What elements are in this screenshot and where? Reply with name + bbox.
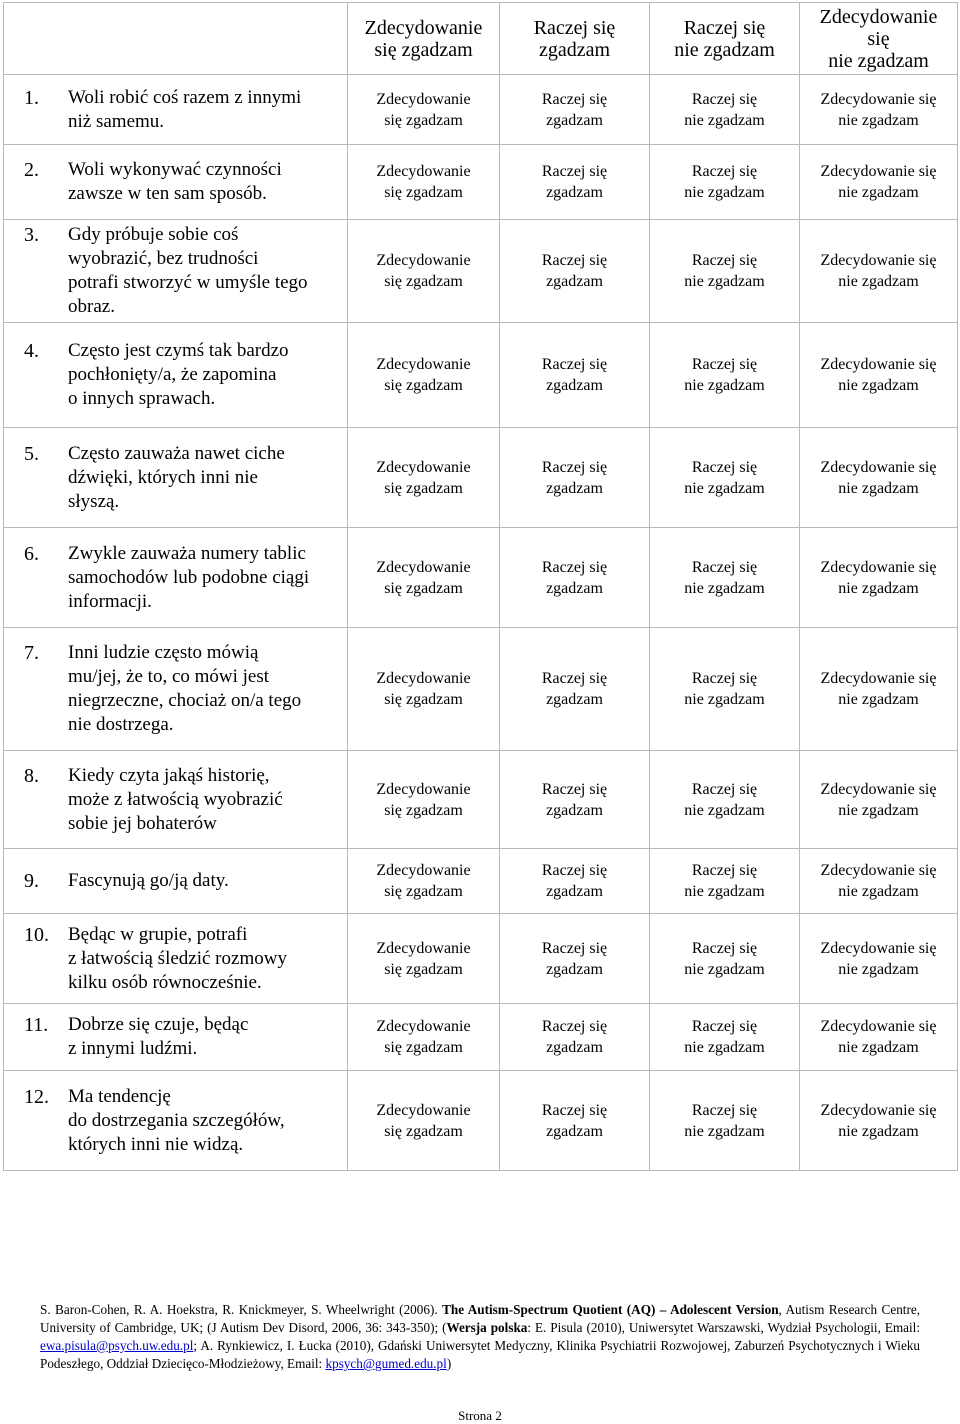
answer-option-slightly-disagree[interactable] xyxy=(650,628,800,751)
question-text xyxy=(68,223,347,319)
answer-option-slightly-disagree[interactable] xyxy=(650,751,800,849)
question-text-line: Gdy próbuje sobie coś xyxy=(68,224,239,245)
answer-option-label: Zdecydowanie się xyxy=(820,862,937,879)
question-text-line: o innych sprawach. xyxy=(68,388,216,409)
answer-option-strongly-agree[interactable] xyxy=(348,220,500,323)
question-text-line: z innymi ludźmi. xyxy=(68,1038,198,1059)
answer-option-label: Zdecydowanie xyxy=(376,1101,471,1119)
question-text xyxy=(68,1085,347,1157)
answer-option-label: zgadzam xyxy=(546,801,603,819)
answer-option-slightly-agree[interactable] xyxy=(500,628,650,751)
answer-option-label: nie zgadzam xyxy=(838,883,919,900)
question-text-line: do dostrzegania szczegółów, xyxy=(68,1109,285,1131)
answer-option-label: Zdecydowanie xyxy=(376,163,471,180)
header-slightly-agree: Raczej się zgadzam xyxy=(500,3,650,75)
answer-option-strongly-agree[interactable] xyxy=(348,323,500,428)
answer-option-label: nie zgadzam xyxy=(838,579,919,597)
answer-option-slightly-disagree[interactable] xyxy=(650,1071,800,1171)
answer-option-slightly-agree[interactable] xyxy=(500,145,650,220)
question-cell xyxy=(4,1071,348,1171)
answer-option-label: Zdecydowanie się xyxy=(820,780,937,798)
answer-option-label: nie zgadzam xyxy=(838,1039,919,1056)
question-number: 7. xyxy=(24,642,39,664)
question-number: 4. xyxy=(24,340,39,362)
question-cell xyxy=(4,914,348,1004)
question-row-6 xyxy=(4,528,958,628)
aq-questionnaire-table xyxy=(3,2,958,1171)
answer-option-strongly-disagree[interactable] xyxy=(800,628,958,751)
question-cell xyxy=(4,528,348,628)
question-number: 5. xyxy=(24,442,39,465)
answer-option-slightly-disagree[interactable] xyxy=(650,528,800,628)
question-number: 9. xyxy=(24,870,39,892)
answer-option-label: Raczej się xyxy=(691,252,758,269)
question-text-line: słyszą. xyxy=(68,490,120,512)
answer-option-label: Zdecydowanie się xyxy=(820,458,937,476)
question-row-1 xyxy=(4,75,958,145)
question-row-12 xyxy=(4,1071,958,1171)
answer-option-label: zgadzam xyxy=(546,579,603,597)
answer-option-label: się zgadzam xyxy=(384,579,463,597)
answer-option-label: Zdecydowanie xyxy=(376,780,471,798)
answer-option-strongly-agree[interactable] xyxy=(348,628,500,751)
answer-option-label: Raczej się xyxy=(691,862,758,879)
answer-option-label: Zdecydowanie się xyxy=(820,1101,937,1119)
question-number: 1. xyxy=(24,86,39,109)
answer-option-label: Raczej się xyxy=(691,939,758,957)
question-text-line: których inni nie widzą. xyxy=(68,1133,244,1155)
question-text-line: informacji. xyxy=(68,590,152,612)
question-text xyxy=(68,339,347,411)
answer-option-strongly-agree[interactable] xyxy=(348,428,500,528)
answer-option-label: nie zgadzam xyxy=(684,579,765,597)
answer-option-label: zgadzam xyxy=(546,273,603,290)
answer-option-strongly-disagree[interactable] xyxy=(800,1071,958,1171)
answer-option-strongly-disagree[interactable] xyxy=(800,145,958,220)
answer-option-label: zgadzam xyxy=(546,691,603,708)
answer-option-strongly-disagree[interactable] xyxy=(800,75,958,145)
answer-option-label: nie zgadzam xyxy=(838,184,919,201)
answer-option-label: nie zgadzam xyxy=(684,801,765,819)
answer-option-label: zgadzam xyxy=(546,111,603,129)
answer-option-label: Raczej się xyxy=(541,862,608,879)
answer-option-label: Zdecydowanie się xyxy=(820,356,937,373)
question-row-7 xyxy=(4,628,958,751)
question-cell xyxy=(4,849,348,914)
question-text xyxy=(68,869,347,893)
answer-option-slightly-agree[interactable] xyxy=(500,1004,650,1071)
question-row-8 xyxy=(4,751,958,849)
answer-option-label: Raczej się xyxy=(541,1101,608,1119)
answer-option-label: nie zgadzam xyxy=(838,691,919,708)
answer-option-strongly-agree[interactable] xyxy=(348,75,500,145)
answer-option-slightly-agree[interactable] xyxy=(500,528,650,628)
answer-option-label: Zdecydowanie się xyxy=(820,670,937,687)
answer-option-label: Zdecydowanie się xyxy=(820,1018,937,1035)
answer-option-slightly-agree[interactable] xyxy=(500,428,650,528)
answer-option-strongly-agree[interactable] xyxy=(348,751,500,849)
header-strongly-agree: Zdecydowanie się zgadzam xyxy=(348,3,500,75)
email-link-pisula[interactable]: ewa.pisula@psych.uw.edu.pl xyxy=(40,1338,194,1353)
answer-option-label: Raczej się xyxy=(541,558,608,576)
question-text-line: niż samemu. xyxy=(68,110,165,132)
question-text-line: potrafi stworzyć w umyśle tego xyxy=(68,272,308,293)
page-number: Strona 2 xyxy=(458,1408,502,1423)
answer-option-slightly-agree[interactable] xyxy=(500,220,650,323)
question-text xyxy=(68,1013,347,1061)
question-text-line: Woli robić coś razem z innymi xyxy=(68,86,302,108)
answer-option-label: się zgadzam xyxy=(384,801,463,819)
answer-option-strongly-disagree[interactable] xyxy=(800,751,958,849)
answer-option-slightly-agree[interactable] xyxy=(500,751,650,849)
question-number: 3. xyxy=(24,224,39,246)
question-cell xyxy=(4,1004,348,1071)
answer-option-label: zgadzam xyxy=(546,960,603,978)
answer-option-label: Zdecydowanie xyxy=(376,252,471,269)
answer-option-label: się zgadzam xyxy=(384,184,463,201)
question-row-10 xyxy=(4,914,958,1004)
answer-option-label: Zdecydowanie xyxy=(376,862,471,879)
answer-option-label: Zdecydowanie xyxy=(376,458,471,476)
question-text-line: mu/jej, że to, co mówi jest xyxy=(68,666,270,687)
answer-option-strongly-disagree[interactable] xyxy=(800,849,958,914)
answer-option-slightly-agree[interactable] xyxy=(500,914,650,1004)
answer-option-strongly-disagree[interactable] xyxy=(800,914,958,1004)
answer-option-label: się zgadzam xyxy=(384,960,463,978)
answer-option-label: Zdecydowanie xyxy=(376,670,471,687)
question-cell xyxy=(4,145,348,220)
answer-option-label: zgadzam xyxy=(546,184,603,201)
answer-option-label: Raczej się xyxy=(541,670,608,687)
question-text xyxy=(68,764,347,836)
question-number: 8. xyxy=(24,764,39,787)
answer-option-label: nie zgadzam xyxy=(684,691,765,708)
answer-option-label: Raczej się xyxy=(691,163,758,180)
question-text-line: niegrzeczne, chociaż on/a tego xyxy=(68,690,302,711)
question-row-9 xyxy=(4,849,958,914)
question-number: 10. xyxy=(24,923,49,946)
question-cell xyxy=(4,75,348,145)
header-slightly-disagree: Raczej się nie zgadzam xyxy=(650,3,800,75)
question-text xyxy=(68,542,347,614)
answer-option-label: Zdecydowanie się xyxy=(820,939,937,957)
answer-option-label: Zdecydowanie xyxy=(376,558,471,576)
answer-option-label: nie zgadzam xyxy=(684,273,765,290)
question-number: 2. xyxy=(24,159,39,181)
header-row xyxy=(4,3,958,75)
answer-option-label: Raczej się xyxy=(691,670,758,687)
reference-polish-version: Wersja polska xyxy=(446,1320,528,1335)
question-text-line: kilku osób równocześnie. xyxy=(68,971,262,993)
answer-option-strongly-agree[interactable] xyxy=(348,1071,500,1171)
answer-option-slightly-disagree[interactable] xyxy=(650,914,800,1004)
answer-option-label: nie zgadzam xyxy=(838,960,919,978)
question-number: 11. xyxy=(24,1014,49,1036)
answer-option-strongly-disagree[interactable] xyxy=(800,528,958,628)
answer-option-label: się zgadzam xyxy=(384,883,463,900)
question-text-line: z łatwością śledzić rozmowy xyxy=(68,947,287,969)
answer-option-strongly-agree[interactable] xyxy=(348,914,500,1004)
answer-option-label: Raczej się xyxy=(541,252,608,269)
question-row-11 xyxy=(4,1004,958,1071)
question-row-4 xyxy=(4,323,958,428)
answer-option-slightly-disagree[interactable] xyxy=(650,145,800,220)
question-text-line: może z łatwością wyobrazić xyxy=(68,788,283,810)
answer-option-label: zgadzam xyxy=(546,1122,603,1140)
answer-option-label: Zdecydowanie xyxy=(376,90,471,108)
email-link-gumed[interactable]: kpsych@gumed.edu.pl xyxy=(325,1356,447,1371)
answer-option-slightly-disagree[interactable] xyxy=(650,1004,800,1071)
answer-option-strongly-agree[interactable] xyxy=(348,849,500,914)
answer-option-label: Zdecydowanie się xyxy=(820,252,937,269)
answer-option-label: Raczej się xyxy=(691,1018,758,1035)
answer-option-slightly-disagree[interactable] xyxy=(650,220,800,323)
header-empty-cell xyxy=(4,3,348,75)
answer-option-label: Raczej się xyxy=(691,356,758,373)
answer-option-label: Raczej się xyxy=(541,780,608,798)
answer-option-slightly-agree[interactable] xyxy=(500,1071,650,1171)
answer-option-label: nie zgadzam xyxy=(684,960,765,978)
question-text xyxy=(68,923,347,995)
answer-option-label: nie zgadzam xyxy=(684,377,765,394)
answer-option-label: Raczej się xyxy=(541,939,608,957)
answer-option-label: się zgadzam xyxy=(384,691,463,708)
answer-option-label: zgadzam xyxy=(546,479,603,497)
question-text-line: nie dostrzega. xyxy=(68,714,174,735)
reference-citation: S. Baron-Cohen, R. A. Hoekstra, R. Knickmeyer, S. Wheelwright (2006). The Autism-Spectrum Quotient (AQ) – Adolescent Version, Autism Research Centre, University of Cambridge, UK; (J Autism Dev Disord, 2006, 36: 343-350); (Wersja polska: E. Pisula (2010), Uniwersytet Warszawski, Wydział Psychologii, Email: ewa.pisula@psych.uw.edu.pl; A. Rynkiewicz, I. Łucka (2010), Gdański Uniwersytet Medyczny, Klinika Psychiatrii Rozwojowej, Zaburzeń Psychotycznych i Wieku Podeszłego, Oddział Dziecięco-Młodzieżowy, Email: kpsych@gumed.edu.pl) xyxy=(40,1302,920,1371)
answer-option-slightly-agree[interactable] xyxy=(500,323,650,428)
question-text-line: Często jest czymś tak bardzo xyxy=(68,340,289,361)
answer-option-label: Zdecydowanie xyxy=(376,356,471,373)
question-text-line: Ma tendencję xyxy=(68,1085,171,1107)
answer-option-label: Raczej się xyxy=(691,1101,758,1119)
answer-option-slightly-disagree[interactable] xyxy=(650,849,800,914)
question-row-2 xyxy=(4,145,958,220)
question-row-3 xyxy=(4,220,958,323)
question-text-line: Inni ludzie często mówią xyxy=(68,642,259,663)
answer-option-label: Raczej się xyxy=(541,163,608,180)
answer-option-strongly-disagree[interactable] xyxy=(800,323,958,428)
answer-option-label: Raczej się xyxy=(691,90,758,108)
header-strongly-disagree: Zdecydowanie się nie zgadzam xyxy=(800,3,958,75)
answer-option-label: nie zgadzam xyxy=(684,1122,765,1140)
answer-option-label: nie zgadzam xyxy=(838,801,919,819)
question-text-line: Kiedy czyta jakąś historię, xyxy=(68,764,270,786)
answer-option-label: Raczej się xyxy=(691,458,758,476)
question-text-line: pochłonięty/a, że zapomina xyxy=(68,364,277,385)
question-text-line: obraz. xyxy=(68,296,115,317)
answer-option-strongly-agree[interactable] xyxy=(348,145,500,220)
answer-option-label: Raczej się xyxy=(541,90,608,108)
answer-option-label: Raczej się xyxy=(541,356,608,373)
answer-option-label: nie zgadzam xyxy=(684,479,765,497)
answer-option-label: Raczej się xyxy=(541,1018,608,1035)
answer-option-label: się zgadzam xyxy=(384,1122,463,1140)
answer-option-label: Raczej się xyxy=(541,458,608,476)
question-text-line: Często zauważa nawet ciche xyxy=(68,442,285,464)
answer-option-strongly-disagree[interactable] xyxy=(800,1004,958,1071)
question-cell xyxy=(4,323,348,428)
answer-option-label: zgadzam xyxy=(546,377,603,394)
answer-option-label: Zdecydowanie się xyxy=(820,558,937,576)
answer-option-slightly-agree[interactable] xyxy=(500,75,650,145)
answer-option-label: nie zgadzam xyxy=(838,479,919,497)
question-text-line: Fascynują go/ją daty. xyxy=(68,870,229,891)
question-text-line: dźwięki, których inni nie xyxy=(68,466,258,488)
question-text xyxy=(68,442,347,514)
answer-option-label: nie zgadzam xyxy=(684,184,765,201)
question-text-line: samochodów lub podobne ciągi xyxy=(68,566,310,588)
answer-option-label: zgadzam xyxy=(546,1039,603,1056)
question-text-line: zawsze w ten sam sposób. xyxy=(68,183,267,204)
question-text-line: wyobrazić, bez trudności xyxy=(68,248,259,269)
answer-option-label: Zdecydowanie się xyxy=(820,163,937,180)
answer-option-strongly-agree[interactable] xyxy=(348,528,500,628)
question-text xyxy=(68,86,347,134)
answer-option-label: się zgadzam xyxy=(384,273,463,290)
question-cell xyxy=(4,220,348,323)
answer-option-label: nie zgadzam xyxy=(684,1039,765,1056)
answer-option-slightly-disagree[interactable] xyxy=(650,75,800,145)
question-text xyxy=(68,641,347,737)
question-number: 6. xyxy=(24,542,39,565)
answer-option-label: się zgadzam xyxy=(384,1039,463,1056)
answer-option-label: się zgadzam xyxy=(384,479,463,497)
question-row-5 xyxy=(4,428,958,528)
question-text-line: Będąc w grupie, potrafi xyxy=(68,923,248,945)
answer-option-label: Raczej się xyxy=(691,780,758,798)
question-cell xyxy=(4,751,348,849)
question-text-line: Woli wykonywać czynności xyxy=(68,159,282,180)
question-number: 12. xyxy=(24,1085,49,1108)
answer-option-label: nie zgadzam xyxy=(838,377,919,394)
answer-option-slightly-agree[interactable] xyxy=(500,849,650,914)
answer-option-label: nie zgadzam xyxy=(684,111,765,129)
reference-title: The Autism-Spectrum Quotient (AQ) – Adolescent Version xyxy=(442,1302,779,1317)
answer-option-strongly-agree[interactable] xyxy=(348,1004,500,1071)
answer-option-label: Raczej się xyxy=(691,558,758,576)
answer-option-label: zgadzam xyxy=(546,883,603,900)
answer-option-slightly-disagree[interactable] xyxy=(650,428,800,528)
answer-option-label: Zdecydowanie się xyxy=(820,90,937,108)
question-text xyxy=(68,158,347,206)
question-text-line: Dobrze się czuje, będąc xyxy=(68,1014,249,1035)
answer-option-slightly-disagree[interactable] xyxy=(650,323,800,428)
answer-option-label: nie zgadzam xyxy=(838,273,919,290)
answer-option-label: nie zgadzam xyxy=(684,883,765,900)
answer-option-strongly-disagree[interactable] xyxy=(800,220,958,323)
question-cell xyxy=(4,428,348,528)
question-text-line: sobie jej bohaterów xyxy=(68,812,217,834)
answer-option-strongly-disagree[interactable] xyxy=(800,428,958,528)
answer-option-label: się zgadzam xyxy=(384,111,463,129)
question-cell xyxy=(4,628,348,751)
answer-option-label: Zdecydowanie xyxy=(376,1018,471,1035)
answer-option-label: nie zgadzam xyxy=(838,1122,919,1140)
answer-option-label: nie zgadzam xyxy=(838,111,919,129)
question-text-line: Zwykle zauważa numery tablic xyxy=(68,542,306,564)
answer-option-label: Zdecydowanie xyxy=(376,939,471,957)
answer-option-label: się zgadzam xyxy=(384,377,463,394)
